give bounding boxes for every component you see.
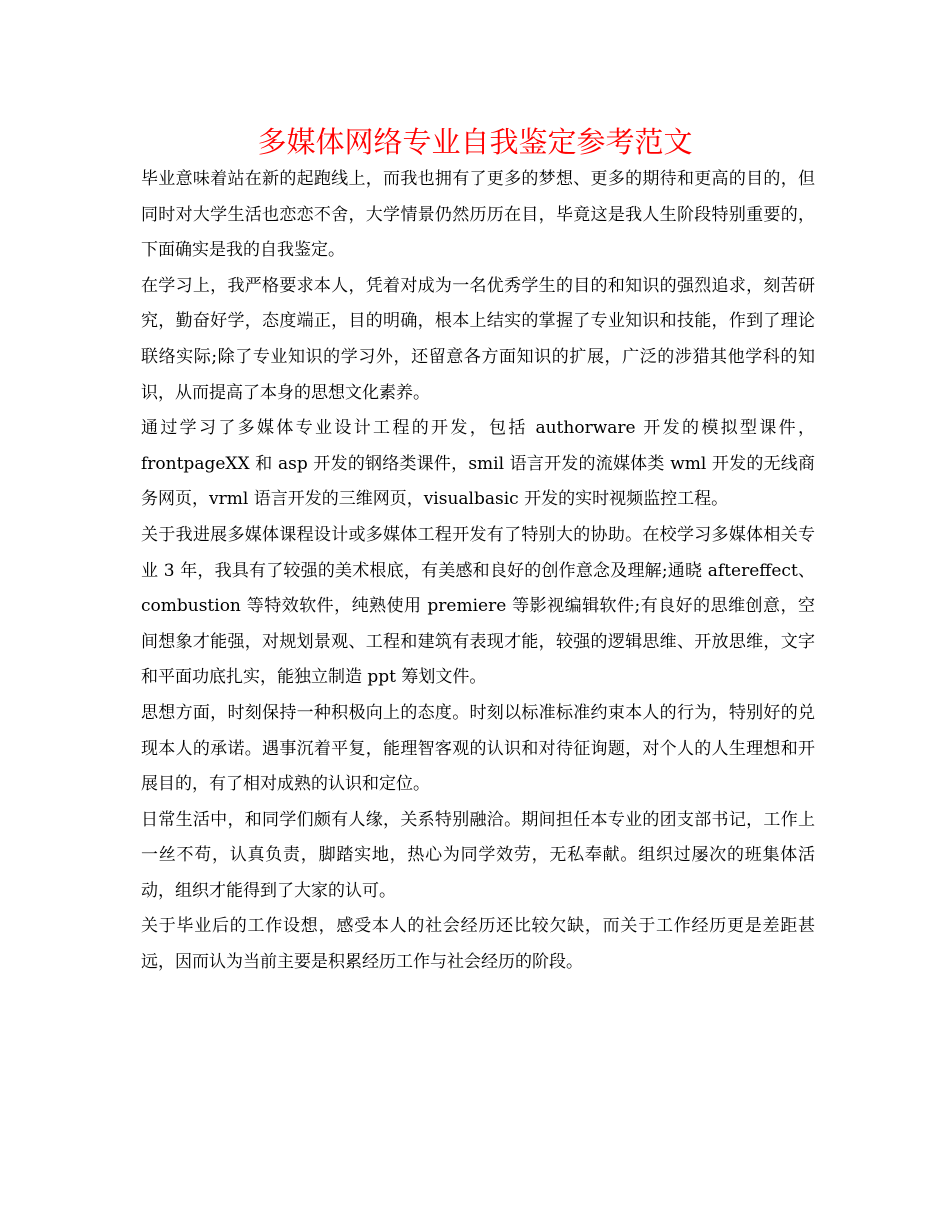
paragraph-2: 在学习上，我严格要求本人，凭着对成为一名优秀学生的目的和知识的强烈追求，刻苦研究，勤奋好学，态度端正，目的明确，根本上结实的掌握了专业知识和技能，作到了理论联络实际;除了专业知识的学习外，还留意各方面知识的扩展，广泛的涉猎其他学科的知识，从而提高了本身的思想文化素养。: [141, 275, 815, 403]
paragraph-1: 毕业意味着站在新的起跑线上，而我也拥有了更多的梦想、更多的期待和更高的目的，但同时对大学生活也恋恋不舍，大学情景仍然历历在目，毕竟这是我人生阶段特别重要的，下面确实是我的自我鉴定。: [141, 169, 815, 261]
document-title: 多媒体网络专业自我鉴定参考范文: [257, 125, 693, 159]
document-body: [141, 162, 815, 981]
paragraph-6: 日常生活中，和同学们颇有人缘，关系特别融洽。期间担任本专业的团支部书记，工作上一丝不苟，认真负责，脚踏实地，热心为同学效劳，无私奉献。组织过屡次的班集体活动，组织才能得到了大家的认可。: [141, 809, 815, 901]
paragraph-7: 关于毕业后的工作设想，感受本人的社会经历还比较欠缺，而关于工作经历更是差距甚远，因而认为当前主要是积累经历工作与社会经历的阶段。: [141, 916, 815, 973]
paragraph-5: 思想方面，时刻保持一种积极向上的态度。时刻以标准标准约束本人的行为，特别好的兑现本人的承诺。遇事沉着平复，能理智客观的认识和对待征询题，对个人的人生理想和开展目的，有了相对成熟的认识和定位。: [141, 702, 815, 795]
paragraph-4: 关于我进展多媒体课程设计或多媒体工程开发有了特别大的协助。在校学习多媒体相关专业 3 年，我具有了较强的美术根底，有美感和良好的创作意念及理解;通晓 aftereffect、combustion 等特效软件，纯熟使用 premiere 等影视编辑软件;有良好的思维创意，空间想象才能强，对规划景观、工程和建筑有表现才能，较强的逻辑思维、开放思维，文字和平面功底扎实，能独立制造 ppt 筹划文件。: [141, 524, 815, 688]
paragraph-3: 通过学习了多媒体专业设计工程的开发，包括 authorware 开发的模拟型课件，frontpageXX 和 asp 开发的钢络类课件，smil 语言开发的流媒体类 wml 开发的无线商务网页，vrml 语言开发的三维网页，visualbasic 开发的实时视频监控工程。: [141, 418, 815, 510]
